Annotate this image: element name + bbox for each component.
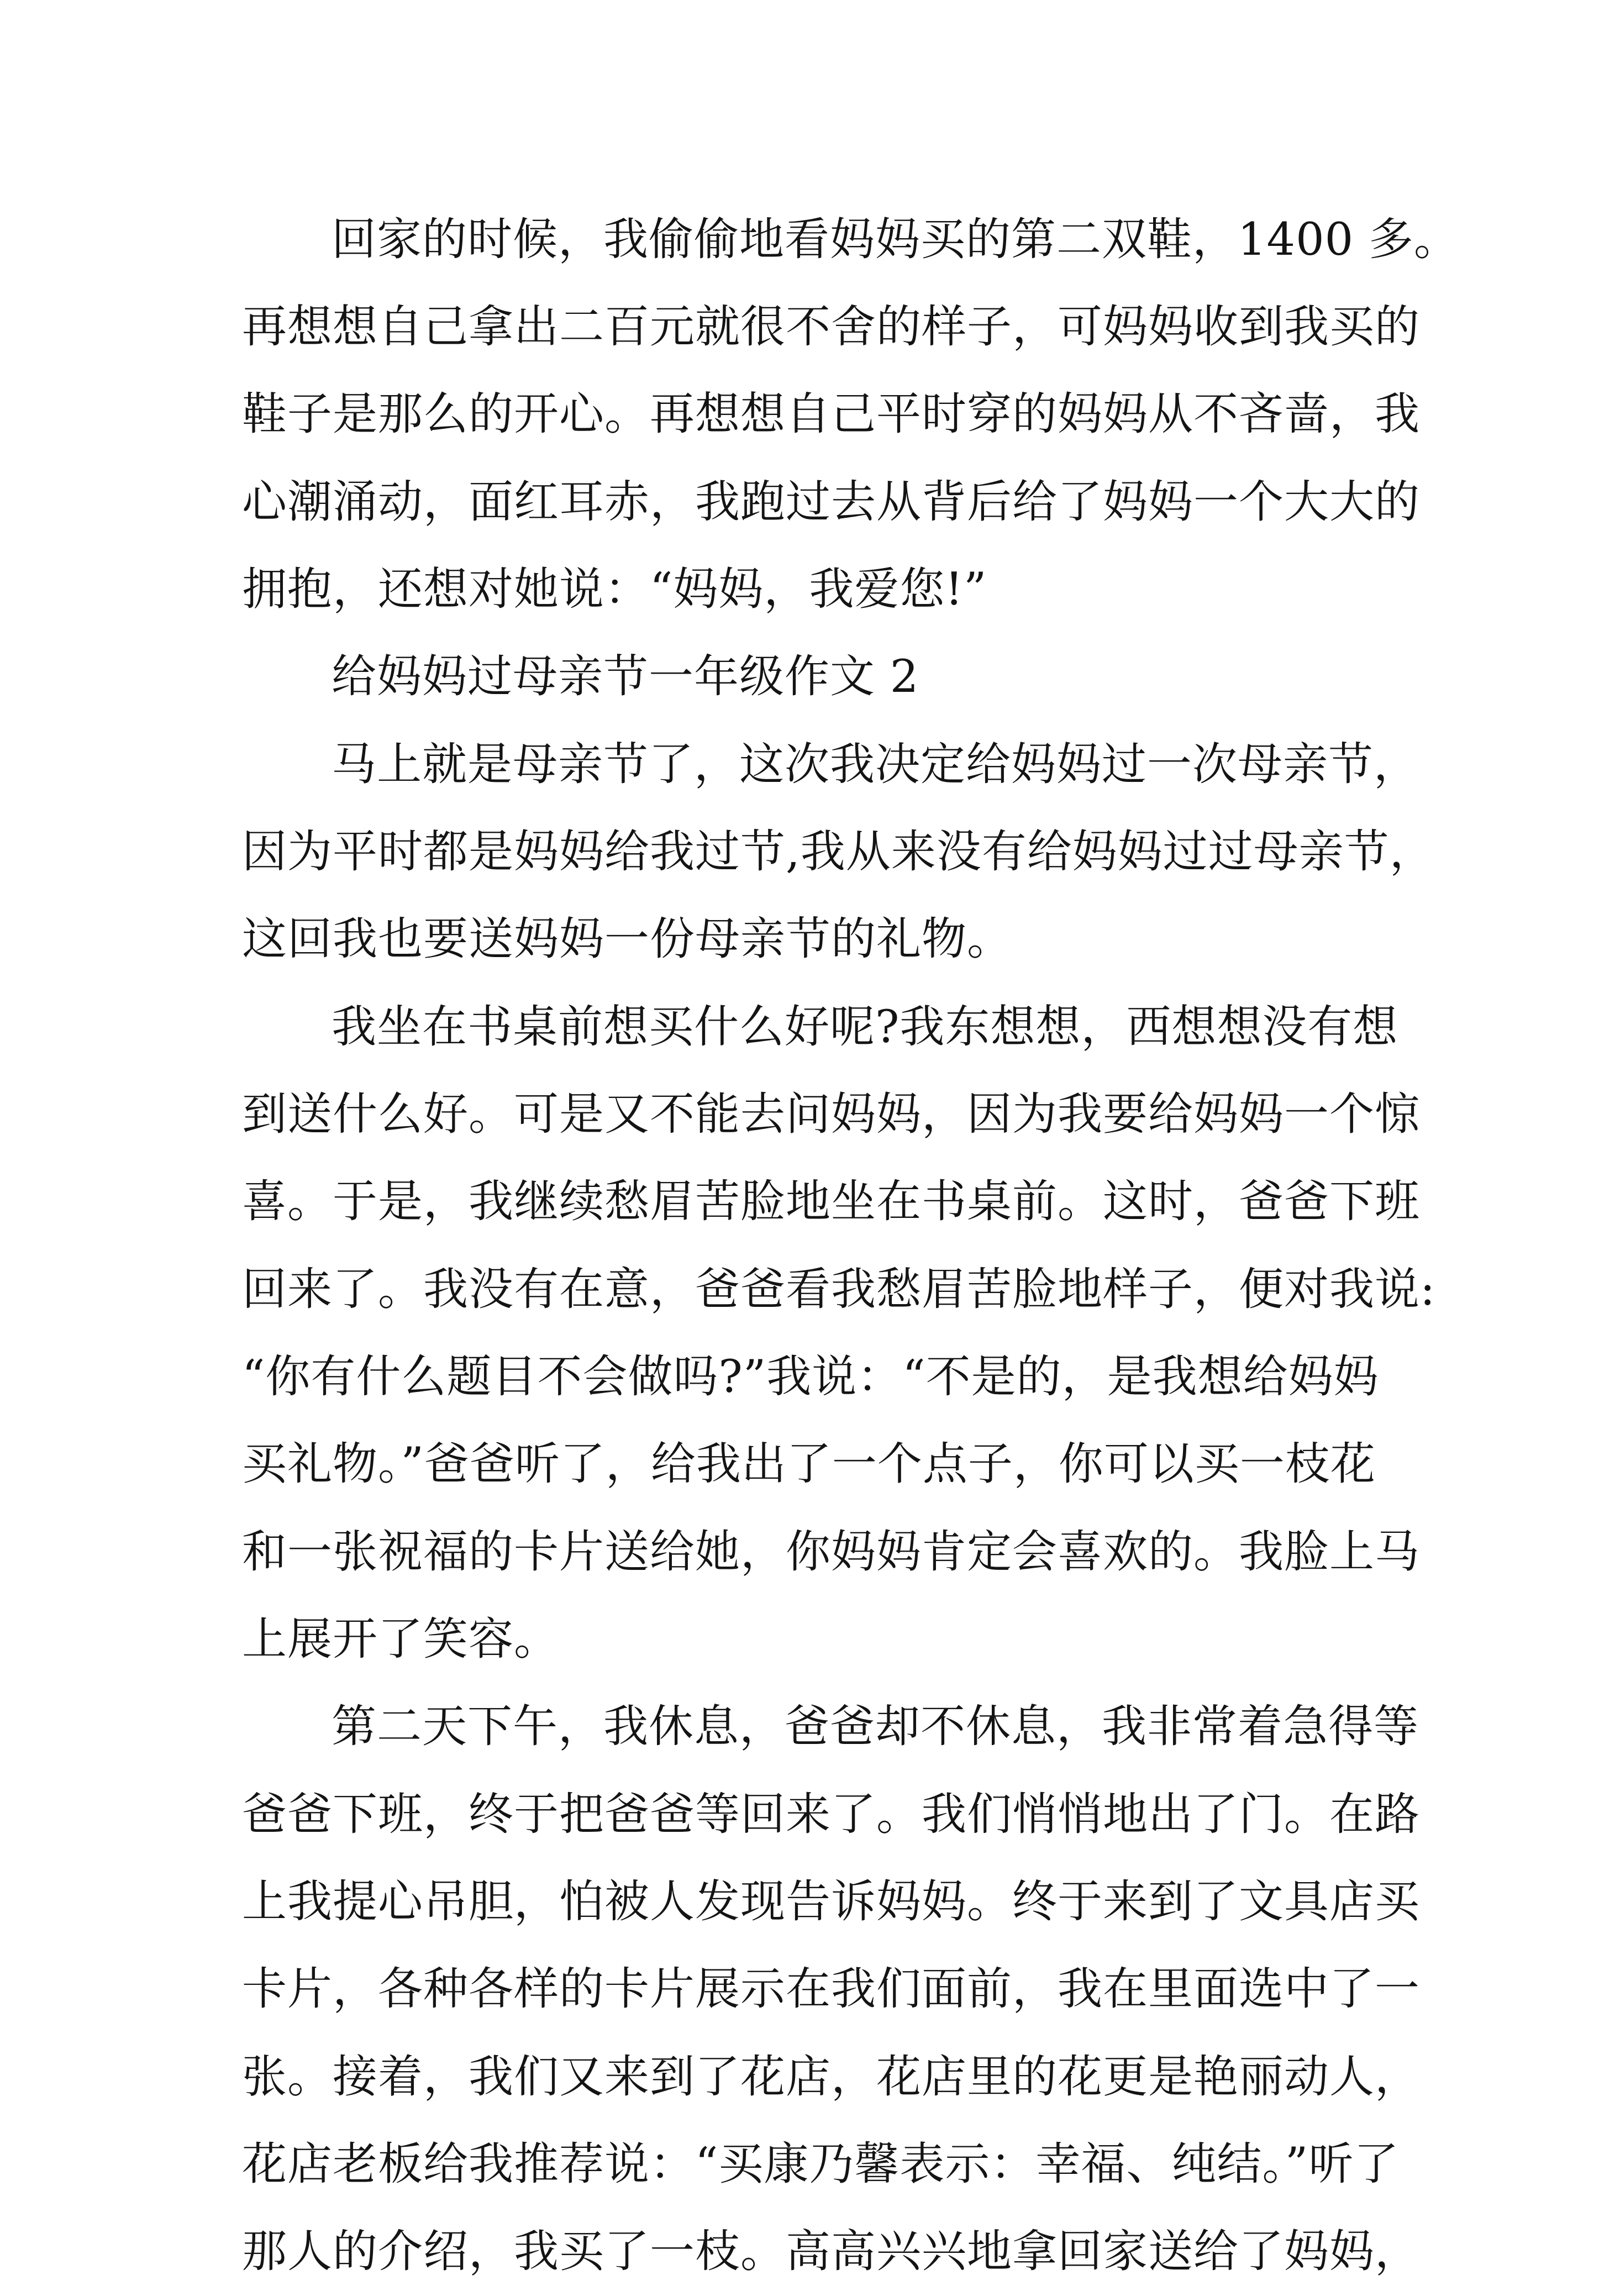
paragraph-line: 拥抱，还想对她说：“妈妈，我爱您!” <box>242 564 987 616</box>
paragraph-line: 张。接着，我们又来到了花店，花店里的花更是艳丽动人， <box>242 2051 1421 2103</box>
paragraph-line: 这回我也要送妈妈一份母亲节的礼物。 <box>242 913 1013 965</box>
paragraph-line: 鞋子是那么的开心。再想想自己平时穿的妈妈从不吝啬，我 <box>242 388 1421 440</box>
paragraph-line: 喜。于是，我继续愁眉苦脸地坐在书桌前。这时，爸爸下班 <box>242 1176 1421 1228</box>
paragraph-line: 因为平时都是妈妈给我过节,我从来没有给妈妈过过母亲节， <box>242 826 1435 878</box>
paragraph-line: 和一张祝福的卡片送给她，你妈妈肯定会喜欢的。我脸上马 <box>242 1526 1421 1578</box>
paragraph-line: “你有什么题目不会做吗?”我说：“不是的，是我想给妈妈 <box>242 1351 1379 1403</box>
paragraph-line: 买礼物。”爸爸听了，给我出了一个点子，你可以买一枝花 <box>242 1438 1376 1490</box>
paragraph-line: 回家的时候，我偷偷地看妈妈买的第二双鞋，1400 多。 <box>332 214 1459 266</box>
paragraph-line: 到送什么好。可是又不能去问妈妈，因为我要给妈妈一个惊 <box>242 1089 1421 1141</box>
paragraph-line: 第二天下午，我休息，爸爸却不休息，我非常着急得等 <box>332 1701 1419 1753</box>
paragraph-line: 再想想自己拿出二百元就很不舍的样子，可妈妈收到我买的 <box>242 301 1421 353</box>
paragraph-line: 卡片，各种各样的卡片展示在我们面前，我在里面选中了一 <box>242 1963 1421 2015</box>
paragraph-line: 我坐在书桌前想买什么好呢?我东想想，西想想没有想 <box>332 1001 1398 1053</box>
paragraph-line: 上我提心吊胆，怕被人发现告诉妈妈。终于来到了文具店买 <box>242 1876 1421 1928</box>
paragraph-line: 花店老板给我推荐说：“买康乃馨表示：幸福、纯结。”听了 <box>242 2139 1400 2190</box>
paragraph-line: 那人的介绍，我买了一枝。高高兴兴地拿回家送给了妈妈， <box>242 2226 1421 2278</box>
paragraph-line: 爸爸下班，终于把爸爸等回来了。我们悄悄地出了门。在路 <box>242 1789 1421 1841</box>
section-heading: 给妈妈过母亲节一年级作文 2 <box>332 651 919 703</box>
paragraph-line: 心潮涌动，面红耳赤，我跑过去从背后给了妈妈一个大大的 <box>242 476 1421 528</box>
paragraph-line: 马上就是母亲节了，这次我决定给妈妈过一次母亲节， <box>332 739 1419 791</box>
paragraph-line: 上展开了笑容。 <box>242 1614 560 1665</box>
paragraph-line: 回来了。我没有在意，爸爸看我愁眉苦脸地样子，便对我说: <box>242 1264 1436 1316</box>
